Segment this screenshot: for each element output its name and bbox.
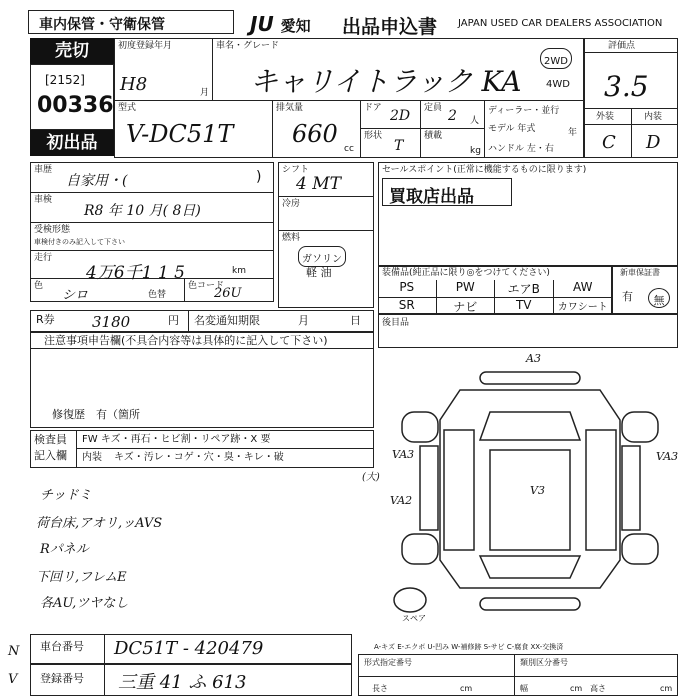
color-value: シロ: [62, 288, 89, 303]
equipment-item[interactable]: TV: [495, 298, 554, 315]
interior-value: D: [646, 132, 661, 153]
recycle-unit: 円: [168, 314, 179, 327]
exterior-value: C: [602, 132, 616, 153]
chassis-value: DC51T - 420479: [114, 638, 264, 659]
first-reg-value: H8: [120, 74, 148, 95]
fuel-label: 燃料: [282, 233, 301, 243]
category-number-label: 類別区分番号: [520, 658, 568, 667]
after-items-label: 後目品: [382, 318, 410, 328]
handwritten-note: チッドミ: [40, 488, 92, 503]
shift-label: シフト: [282, 165, 310, 175]
inspector-label-1: 検査員: [34, 433, 67, 446]
diagram-mark-right: VA3: [656, 450, 679, 463]
spare-label: スペア: [402, 614, 426, 623]
damage-legend: A-キズ E-エクボ U-凹み W-補修跡 S-サビ C-腐食 XX-交換済: [374, 643, 564, 651]
check-mark-1: N: [8, 644, 20, 659]
mileage-unit: km: [232, 266, 246, 276]
width-label: 幅: [520, 684, 528, 693]
receipt-note: 車検付きのみ記入して下さい: [34, 238, 125, 246]
color-code-label: 色コード: [188, 281, 225, 291]
model-value: V-DC51T: [126, 120, 234, 148]
handwritten-note: 各AU,ツヤなし: [40, 596, 129, 611]
warranty-no[interactable]: 無: [648, 288, 670, 308]
usage-value: 自家用・(: [66, 173, 128, 189]
warranty-label: 新車保証書: [620, 268, 660, 277]
equipment-label: 装備品(純正品に限り◎をつけてください): [382, 268, 550, 278]
lot-prefix: [2152]: [45, 73, 85, 87]
diagram-mark-front: A3: [526, 352, 541, 365]
lot-box: [30, 64, 114, 130]
logo: [250, 12, 311, 36]
usage-close: ): [256, 169, 262, 185]
doors-label: ドア: [364, 103, 382, 113]
height-label: 高さ: [590, 684, 606, 693]
month-label: 月: [200, 88, 210, 98]
first-listing-badge: 初出品: [30, 130, 114, 156]
exterior-label: 外装: [596, 112, 615, 122]
model-year-label: モデル 年式: [488, 124, 536, 134]
body-type-label: 形状: [364, 131, 383, 141]
inspection-value: R8 年 10 月( 8日): [84, 203, 201, 219]
diagram-mark-left-upper: VA3: [392, 448, 415, 461]
name-deadline-label: 名変通知期限: [194, 314, 260, 327]
warranty-yes[interactable]: 有: [622, 290, 633, 303]
storage-note-box: [28, 10, 234, 34]
equipment-item[interactable]: エアB: [495, 280, 554, 298]
doors-value: 2D: [390, 108, 411, 124]
score-label: 評価点: [608, 41, 636, 51]
equipment-item[interactable]: カワシート: [557, 302, 608, 313]
mileage-value: 4万6千1 1 5: [86, 263, 185, 283]
handle-label: ハンドル 左・右: [488, 144, 554, 154]
score-value: 3.5: [604, 70, 649, 103]
receipt-label: 受検形態: [34, 225, 71, 235]
equipment-grid: [378, 280, 612, 314]
inspector-row-2-prefix: 内装: [82, 452, 102, 463]
drive-2wd[interactable]: 2WD: [540, 48, 572, 69]
capacity-value: 2: [448, 108, 457, 124]
sales-point-stamp: 買取店出品: [382, 178, 512, 206]
inspector-label-2: 記入欄: [34, 449, 67, 462]
model-label: 型式: [118, 103, 137, 113]
capacity-label: 定員: [424, 103, 443, 113]
length-label: 長さ: [372, 684, 388, 693]
association-name: JAPAN USED CAR DEALERS ASSOCIATION: [458, 18, 663, 29]
equipment-item[interactable]: PS: [378, 280, 437, 298]
lot-number: 00336: [37, 93, 114, 118]
sales-point-label: セールスポイント(正常に機能するものに限ります): [382, 165, 587, 175]
year-unit: 年: [568, 128, 578, 138]
load-label: 積載: [424, 131, 443, 141]
mileage-label: 走行: [34, 253, 53, 263]
check-mark-2: V: [8, 672, 18, 687]
handwritten-note: 荷台床,アオリ,ッAVS: [36, 516, 163, 531]
color-label: 色: [34, 281, 44, 291]
recycle-value: 3180: [92, 313, 131, 331]
chassis-label: 車台番号: [40, 640, 84, 653]
registration-value: 三重 41 ふ 613: [118, 672, 247, 693]
color-code-value: 26U: [214, 286, 242, 301]
equipment-item[interactable]: SR: [378, 298, 437, 315]
first-reg-label: 初度登録年月: [118, 41, 173, 51]
equipment-item[interactable]: AW: [554, 280, 613, 298]
sold-badge: 売切: [30, 38, 114, 64]
deadline-day: 日: [350, 314, 361, 327]
logo-text: JU: [250, 12, 274, 36]
type-designation-label: 形式指定番号: [364, 658, 412, 667]
diagram-mark-left-lower: VA2: [390, 494, 413, 507]
load-unit: kg: [470, 146, 481, 156]
usage-label: 車歴: [34, 165, 53, 175]
aircon-label: 冷房: [282, 199, 301, 209]
dealer-parallel-label: ディーラー・並行: [488, 106, 560, 116]
equipment-item[interactable]: ナビ: [437, 298, 496, 315]
displacement-value: 660: [292, 120, 338, 148]
shift-value: 4 MT: [296, 174, 341, 194]
after-items-box: [378, 314, 678, 348]
notes-label: 注意事項申告欄(不具合内容等は具体的に記入して下さい): [44, 334, 328, 347]
storage-note: 車内保管・守衛保管: [39, 17, 165, 33]
name-grade-value: キャリイトラック KA: [250, 65, 522, 98]
drive-4wd[interactable]: 4WD: [546, 79, 570, 90]
width-unit: cm: [570, 684, 583, 693]
inspector-note-mark: (大): [362, 472, 380, 483]
diagram-mark-center: V3: [530, 484, 545, 497]
inspector-row-1: FW キズ・再石・ヒビ割・リペア跡・X 要: [82, 434, 271, 445]
height-unit: cm: [660, 684, 673, 693]
displacement-unit: cc: [344, 144, 354, 154]
handwritten-note: Rパネル: [40, 542, 89, 557]
displacement-label: 排気量: [276, 103, 304, 113]
body-type-value: T: [394, 138, 404, 154]
capacity-unit: 人: [470, 116, 480, 126]
name-grade-label: 車名・グレード: [216, 41, 280, 51]
registration-label: 登録番号: [40, 672, 84, 685]
length-unit: cm: [460, 684, 473, 693]
form-title: 出品申込書: [342, 16, 438, 38]
repair-history: 修復歴 有（箇所: [52, 408, 140, 421]
inspector-row-2: キズ・汚レ・コゲ・穴・臭・キレ・破: [114, 452, 284, 463]
equipment-item[interactable]: PW: [437, 280, 496, 298]
org-name: 愛知: [280, 17, 311, 35]
fuel-gas-option[interactable]: ガソリン: [298, 246, 346, 267]
handwritten-note: 下回リ,フレムE: [36, 570, 127, 585]
color-change-label: 色替: [148, 290, 167, 300]
interior-label: 内装: [644, 112, 663, 122]
deadline-month: 月: [298, 314, 309, 327]
recycle-label: R券: [36, 313, 55, 326]
fuel-diesel-option[interactable]: 軽 油: [306, 266, 332, 279]
inspection-label: 車検: [34, 195, 53, 205]
